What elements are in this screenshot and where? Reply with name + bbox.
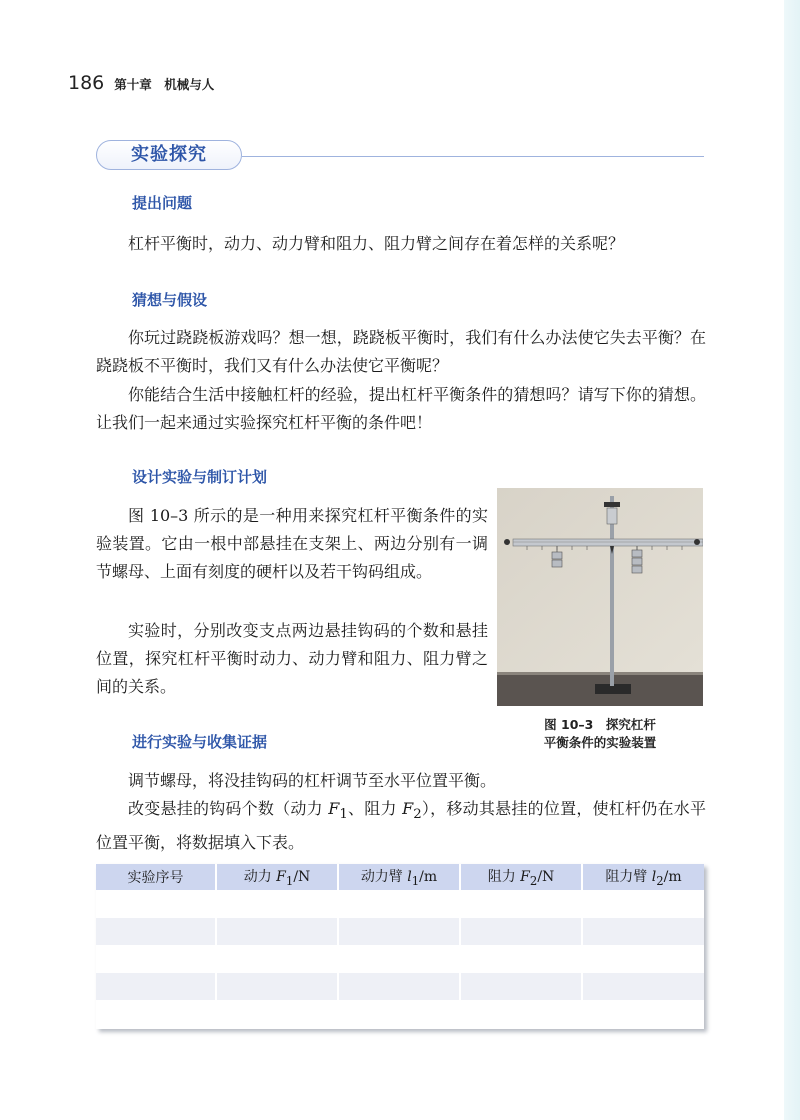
page-header	[68, 72, 214, 94]
table-header-row	[96, 864, 704, 890]
lever-bar	[513, 539, 703, 546]
table-cell[interactable]	[216, 890, 338, 918]
lever-apparatus-photo	[497, 488, 703, 706]
chapter-title: 第十章 机械与人	[114, 77, 215, 92]
table-cell[interactable]	[460, 890, 582, 918]
table-row	[96, 890, 704, 918]
data-table-container	[96, 864, 704, 1029]
table-cell[interactable]	[338, 918, 460, 946]
hook-weight-right-2	[632, 558, 642, 565]
table-cell[interactable]	[338, 973, 460, 1001]
table-cell[interactable]	[460, 945, 582, 973]
h3-var: l	[407, 869, 412, 886]
h5-sub: 2	[656, 873, 664, 888]
data-table	[96, 864, 704, 1028]
lever-apparatus-illustration	[497, 488, 703, 706]
design-paragraph-2: 实验时，分别改变支点两边悬挂钩码的个数和悬挂位置，探究杠杆平衡时动力、动力臂和阻力、阻力臂之间的关系。	[96, 621, 488, 696]
hypothesis-paragraph-2: 你能结合生活中接触杠杆的经验，提出杠杆平衡条件的猜想吗？请写下你的猜想。让我们一起来通过实验探究杠杆平衡的条件吧！	[96, 385, 706, 432]
conduct-text-c: ），移动其悬挂的位置，使杠杆仍在水平位置平衡，将数据填入下表。	[96, 799, 706, 853]
table-cell[interactable]	[582, 1000, 704, 1028]
stand-rod	[610, 496, 614, 686]
adjust-nut-right	[694, 539, 700, 545]
table-cell[interactable]	[216, 918, 338, 946]
section-banner	[96, 140, 704, 174]
var-f1: F	[328, 799, 340, 818]
h2-var: F	[276, 869, 286, 886]
design-paragraph-1: 图 10–3 所示的是一种用来探究杠杆平衡条件的实验装置。它由一根中部悬挂在支架上、两边分别有一调节螺母、上面有刻度的硬杆以及若干钩码组成。	[96, 506, 488, 581]
h3-sub: 1	[411, 873, 420, 888]
table-row	[96, 973, 704, 1001]
h4-sub: 2	[529, 873, 538, 888]
page-edge-strip	[784, 0, 800, 1120]
table-cell[interactable]	[96, 890, 216, 918]
conduct-paragraph-1: 调节螺母，将没挂钩码的杠杆调节至水平位置平衡。	[128, 771, 497, 790]
var-f1-sub: 1	[339, 807, 348, 823]
table-cell[interactable]	[338, 945, 460, 973]
figure-caption-line-2: 平衡条件的实验装置	[543, 735, 657, 750]
table-cell[interactable]	[96, 918, 216, 946]
header-load-force	[460, 864, 582, 890]
table-cell[interactable]	[96, 973, 216, 1001]
h4-pre: 阻力	[487, 869, 521, 886]
section-title: 实验探究	[131, 144, 207, 165]
h2-post: /N	[293, 869, 311, 886]
h5-post: /m	[663, 869, 682, 886]
table-cell[interactable]	[582, 973, 704, 1001]
h2-pre: 动力	[243, 869, 277, 886]
table-cell[interactable]	[460, 918, 582, 946]
conduct-heading: 进行实验与收集证据	[132, 733, 268, 751]
table-cell[interactable]	[96, 945, 216, 973]
table-cell[interactable]	[582, 890, 704, 918]
table-cell[interactable]	[216, 973, 338, 1001]
header-effort-arm	[338, 864, 460, 890]
header-trial-number: 实验序号	[96, 864, 216, 890]
conduct-paragraph-2	[96, 795, 706, 857]
adjust-nut-left	[504, 539, 510, 545]
table-cell[interactable]	[338, 1000, 460, 1028]
table-cell[interactable]	[216, 1000, 338, 1028]
var-f2-sub: 2	[413, 807, 422, 823]
figure-caption	[520, 716, 680, 752]
hook-weight-left-2	[552, 560, 562, 567]
question-text: 杠杆平衡时，动力、动力臂和阻力、阻力臂之间存在着怎样的关系呢？	[128, 234, 625, 253]
hypothesis-heading: 猜想与假设	[132, 291, 208, 309]
question-heading: 提出问题	[132, 194, 193, 212]
table-row	[96, 918, 704, 946]
h3-pre: 动力臂	[360, 869, 408, 886]
table-cell[interactable]	[460, 1000, 582, 1028]
table-cell[interactable]	[582, 945, 704, 973]
conduct-text-b: 、阻力	[347, 799, 403, 818]
hook-weight-left-1	[552, 552, 562, 559]
table-cell[interactable]	[96, 1000, 216, 1028]
table-cell[interactable]	[460, 973, 582, 1001]
hook-weight-right-3	[632, 566, 642, 573]
page-number: 186	[68, 72, 105, 94]
table-row	[96, 1000, 704, 1028]
var-f2: F	[402, 799, 414, 818]
design-heading: 设计实验与制订计划	[132, 468, 268, 486]
h4-var: F	[520, 869, 530, 886]
table-cell[interactable]	[338, 890, 460, 918]
hypothesis-paragraph-1: 你玩过跷跷板游戏吗？想一想，跷跷板平衡时，我们有什么办法使它失去平衡？在跷跷板不平衡时，我们又有什么办法使它平衡呢？	[96, 328, 706, 375]
figure-caption-line-1: 图 10–3 探究杠杆	[544, 717, 656, 732]
table-cell[interactable]	[216, 945, 338, 973]
header-effort-force	[216, 864, 338, 890]
h3-post: /m	[419, 869, 438, 886]
table-row	[96, 945, 704, 973]
h2-sub: 1	[285, 873, 294, 888]
section-rule	[242, 156, 704, 157]
hook-weight-right-1	[632, 550, 642, 557]
header-load-arm	[582, 864, 704, 890]
h5-pre: 阻力臂	[605, 869, 652, 886]
conduct-text-a: 改变悬挂的钩码个数（动力	[128, 799, 329, 818]
h5-var: l	[651, 869, 657, 886]
table-cell[interactable]	[582, 918, 704, 946]
h4-post: /N	[537, 869, 555, 886]
